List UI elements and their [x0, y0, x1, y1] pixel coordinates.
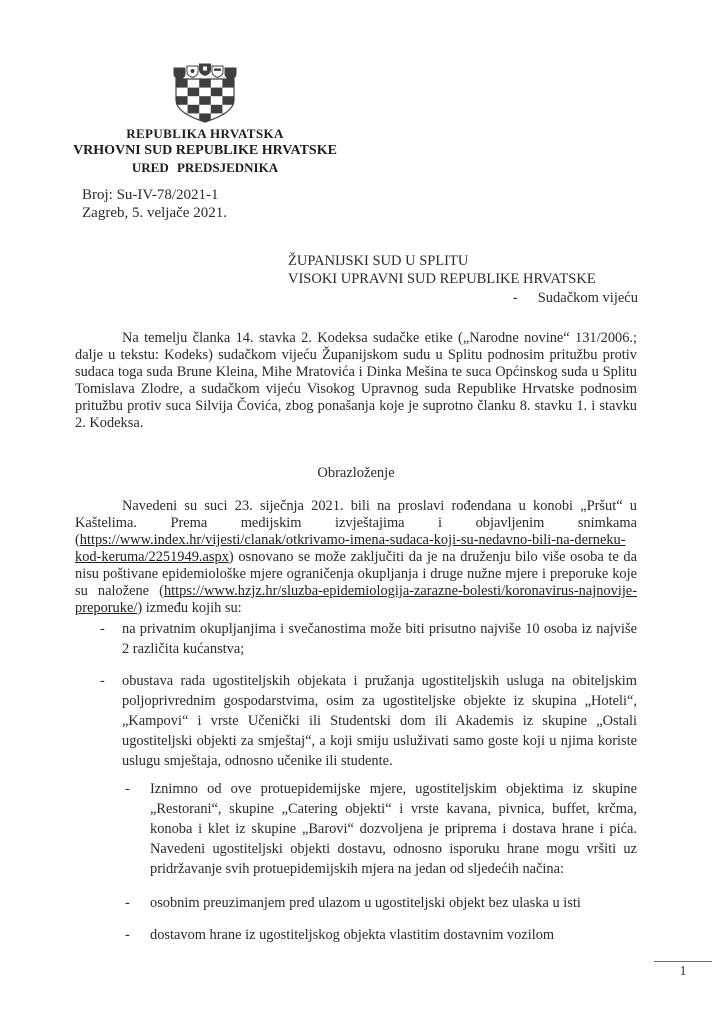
list-item: [75, 925, 637, 945]
list-marker: -: [125, 895, 130, 911]
letterhead-office: URED PREDSJEDNIKA: [131, 160, 279, 175]
letterhead: [40, 62, 370, 175]
list-item: [75, 619, 637, 659]
facts-text-2: ) osnovano se može zaključiti da je na druženju bilo više osoba te da nisu poštivane epidemiološke mjere ograničenja okupljanja i druge nužne mjere i preporuke koje su naložene (: [75, 549, 637, 599]
addressee-council: [288, 289, 640, 307]
croatia-coat-of-arms-icon: [172, 62, 238, 124]
addressee-court-2: VISOKI UPRAVNI SUD REPUBLIKE HRVATSKE: [288, 271, 596, 287]
list-marker: -: [100, 621, 105, 637]
facts-text-1: Navedeni su suci 23. siječnja 2021. bili na proslavi rođendana u konobi „Pršut“ u Kaštelima. Prema medijskim izvještajima i objavljenim snimkama (: [75, 498, 637, 548]
addressee-court-1: ŽUPANIJSKI SUD U SPLITU: [288, 253, 469, 269]
measure-text: dostavom hrane iz ugostiteljskog objekta vlastitim dostavnim vozilom: [150, 927, 555, 943]
hzjz-recommendations-link[interactable]: https://www.hzjz.hr/sluzba-epidemiologija-zarazne-bolesti/koronavirus-najnovije-preporuke/: [75, 583, 637, 616]
list-marker: -: [125, 781, 130, 797]
measures-list: [75, 619, 637, 945]
list-item: [75, 893, 637, 913]
list-item: [75, 671, 637, 771]
place-date: Zagreb, 5. veljače 2021.: [82, 205, 227, 221]
measure-text: Iznimno od ove protuepidemijske mjere, ugostiteljskim objektima iz skupine „Restorani“, skupine „Catering objekti“ i vrste kavana, pivnica, buffet, krčma, konoba i klet iz skupine „Barovi“ dozvoljena je priprema i dostava hrane i pića. Navedeni ugostiteljski objekti dostavu, odnosno isporuku hrane mogu vršiti uz pridržavanje svih protuepidemijskih mjera na jedan od sljedećih načina:: [150, 781, 637, 877]
document-body: [75, 330, 637, 945]
case-number: Broj: Su-IV-78/2021-1: [82, 187, 219, 203]
measure-text: obustava rada ugostiteljskih objekata i pružanja ugostiteljskih usluga na obiteljskim poljoprivrednim gospodarstvima, osim za ugostiteljske objekte iz skupina „Hoteli“, „Kampovi“ i vrste Učenički ili Studentski dom ili Akademis iz skupine „Ostali ugostiteljski objekti za smještaj“, a koji smiju usluživati samo goste koji u njima koriste uslugu smještaja, odnosno učenike ili studente.: [122, 673, 637, 769]
measure-text: osobnim preuzimanjem pred ulazom u ugostiteljski objekt bez ulaska u isti: [150, 895, 581, 911]
letterhead-court: VRHOVNI SUD REPUBLIKE HRVATSKE: [73, 143, 337, 158]
section-heading: Obrazloženje: [317, 465, 395, 481]
list-marker: -: [100, 673, 105, 689]
list-item: [75, 779, 637, 879]
reference-block: [82, 186, 227, 222]
facts-paragraph: [75, 498, 637, 617]
footer-rule: [654, 961, 712, 962]
list-marker: -: [125, 927, 130, 943]
facts-text-3: ) između kojih su:: [137, 600, 242, 616]
page-number: 1: [679, 964, 687, 979]
addressee-dash: -: [512, 290, 518, 306]
index-article-link[interactable]: https://www.index.hr/vijesti/clanak/otkrivamo-imena-sudaca-koji-su-nedavno-bili-na-derneku-kod-keruma/2251949.aspx: [75, 532, 626, 565]
letterhead-country: REPUBLIKA HRVATSKA: [126, 126, 284, 141]
addressee-council-label: Sudačkom vijeću: [537, 290, 638, 306]
intro-paragraph: Na temelju članka 14. stavka 2. Kodeksa sudačke etike („Narodne novine“ 131/2006.; dalje u tekstu: Kodeks) sudačkom vijeću Županijskom sudu u Splitu podnosim pritužbu protiv sudaca toga suda Brune Kleina, Mihe Mratovića i Dinka Mešina te suca Općinskog suda u Splitu Tomislava Zlodre, a sudačkom vijeću Visokog Upravnog suda Republike Hrvatske podnosim pritužbu protiv suca Silvija Čovića, zbog ponašanja koje je suprotno članku 8. stavku 1. i stavku 2. Kodeksa.: [75, 330, 637, 431]
measure-text: na privatnim okupljanjima i svečanostima može biti prisutno najviše 10 osoba iz najviše 2 različita kućanstva;: [122, 621, 637, 657]
addressee-block: [288, 252, 640, 307]
